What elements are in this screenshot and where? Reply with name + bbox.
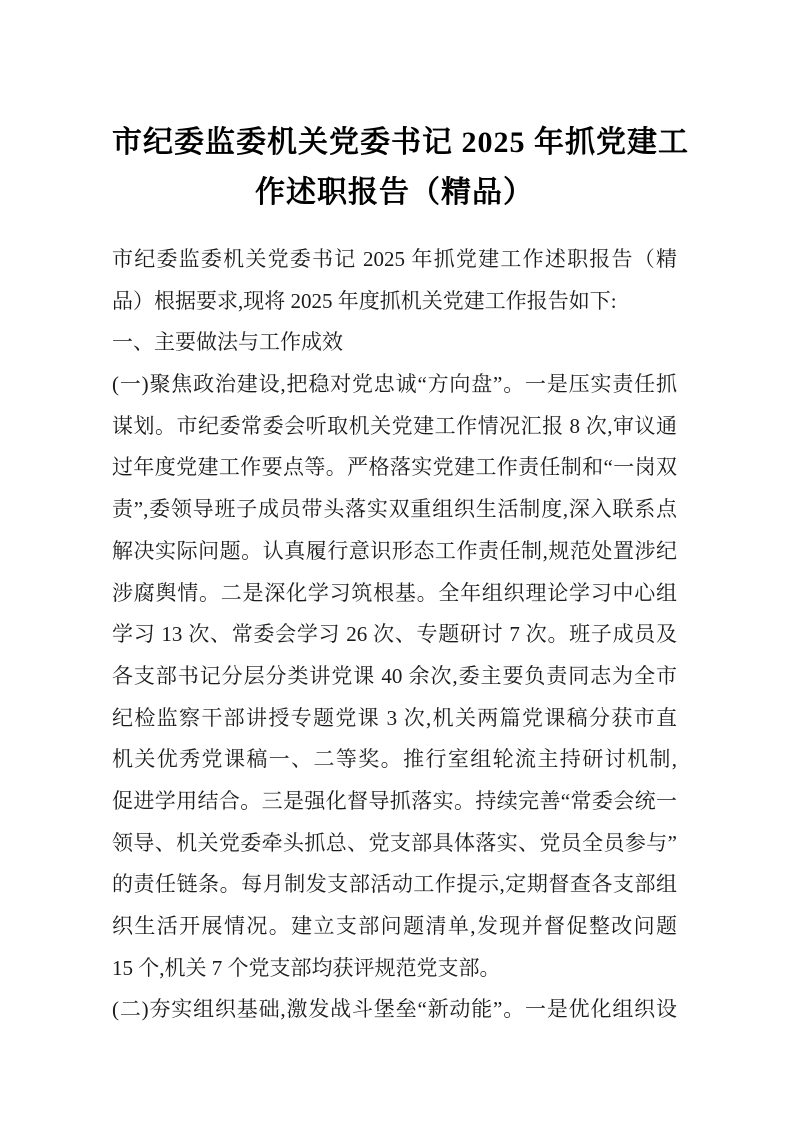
body-line-12: 纪检监察干部讲授专题党课 3 次,机关两篇党课稿分获市直 bbox=[112, 705, 677, 730]
title-line-2: 作述职报告（精品） bbox=[255, 176, 534, 209]
body-line-14: 促进学用结合。三是强化督导抓落实。持续完善“常委会统一 bbox=[112, 788, 677, 813]
document-title bbox=[112, 118, 689, 218]
body-line-10: 学习 13 次、常委会学习 26 次、专题研讨 7 次。班子成员及 bbox=[112, 622, 677, 647]
body-line-4: (一)聚焦政治建设,把稳对党忠诚“方向盘”。一是压实责任抓 bbox=[112, 372, 677, 397]
body-line-15: 领导、机关党委牵头抓总、党支部具体落实、党员全员参与” bbox=[112, 830, 677, 855]
body-line-2: 品）根据要求,现将 2025 年度抓机关党建工作报告如下: bbox=[112, 288, 617, 313]
body-line-6: 过年度党建工作要点等。严格落实党建工作责任制和“一岗双 bbox=[112, 455, 677, 480]
document-body bbox=[112, 239, 677, 1031]
body-line-9: 涉腐舆情。二是深化学习筑根基。全年组织理论学习中心组 bbox=[112, 580, 677, 605]
title-line-1: 市纪委监委机关党委书记 2025 年抓党建工 bbox=[112, 126, 689, 159]
body-line-16: 的责任链条。每月制发支部活动工作提示,定期督查各支部组 bbox=[112, 872, 677, 897]
body-line-17: 织生活开展情况。建立支部问题清单,发现并督促整改问题 bbox=[112, 914, 677, 938]
body-line-19: (二)夯实组织基础,激发战斗堡垒“新动能”。一是优化组织设 bbox=[112, 997, 677, 1022]
body-line-3: 一、主要做法与工作成效 bbox=[112, 330, 343, 355]
body-line-7: 责”,委领导班子成员带头落实双重组织生活制度,深入联系点 bbox=[112, 497, 677, 522]
body-line-11: 各支部书记分层分类讲党课 40 余次,委主要负责同志为全市 bbox=[112, 663, 677, 688]
body-line-8: 解决实际问题。认真履行意识形态工作责任制,规范处置涉纪 bbox=[112, 538, 677, 563]
body-line-13: 机关优秀党课稿一、二等奖。推行室组轮流主持研讨机制, bbox=[112, 747, 677, 772]
body-line-18: 15 个,机关 7 个党支部均获评规范党支部。 bbox=[112, 955, 501, 980]
body-line-5: 谋划。市纪委常委会听取机关党建工作情况汇报 8 次,审议通 bbox=[112, 413, 677, 438]
body-line-1: 市纪委监委机关党委书记 2025 年抓党建工作述职报告（精 bbox=[112, 247, 677, 271]
